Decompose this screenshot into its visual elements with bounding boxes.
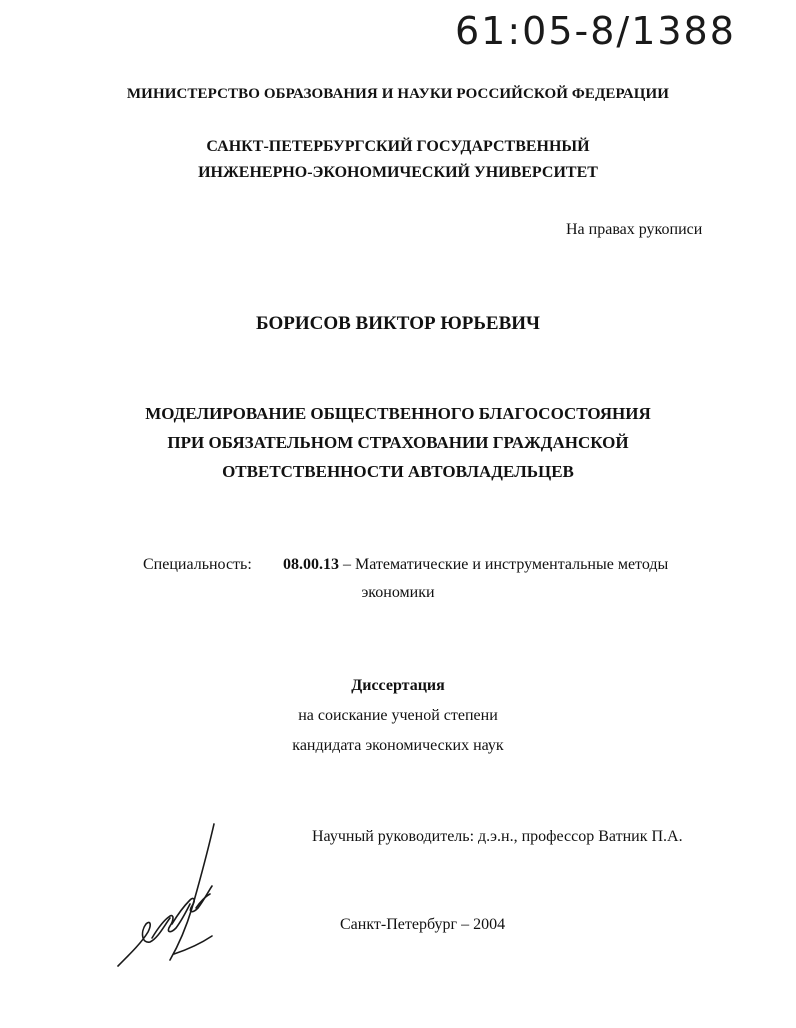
specialty-code: 08.00.13 <box>283 556 339 573</box>
ministry-heading: МИНИСТЕРСТВО ОБРАЗОВАНИЯ И НАУКИ РОССИЙСКОЙ ФЕДЕРАЦИИ <box>126 86 670 102</box>
archive-code-text: 61:05-8/1388 <box>455 9 736 53</box>
dissertation-type: Диссертация <box>351 677 445 694</box>
author-name: БОРИСОВ ВИКТОР ЮРЬЕВИЧ <box>256 313 540 334</box>
city-and-year: Санкт-Петербург – 2004 <box>340 916 506 933</box>
specialty-label: Специальность: <box>143 556 252 573</box>
scientific-advisor: Научный руководитель: д.э.н., профессор Ватник П.А. <box>312 828 683 845</box>
thesis-title-line3: ОТВЕТСТВЕННОСТИ АВТОВЛАДЕЛЬЦЕВ <box>222 462 574 481</box>
university-name-line1: САНКТ-ПЕТЕРБУРГСКИЙ ГОСУДАРСТВЕННЫЙ <box>206 138 590 155</box>
dissertation-degree-name: кандидата экономических наук <box>292 737 504 754</box>
specialty-description-continued: экономики <box>361 584 435 601</box>
specialty-row <box>143 556 668 574</box>
dissertation-degree-line: на соискание ученой степени <box>298 707 498 724</box>
manuscript-rights-note: На правах рукописи <box>566 221 703 238</box>
specialty-description: – Математические и инструментальные методы <box>343 556 669 573</box>
thesis-title-line1: МОДЕЛИРОВАНИЕ ОБЩЕСТВЕННОГО БЛАГОСОСТОЯНИЯ <box>145 404 651 423</box>
university-name-line2: ИНЖЕНЕРНО-ЭКОНОМИЧЕСКИЙ УНИВЕРСИТЕТ <box>198 164 598 181</box>
signature-handwritten <box>112 820 232 970</box>
thesis-title-line2: ПРИ ОБЯЗАТЕЛЬНОМ СТРАХОВАНИИ ГРАЖДАНСКОЙ <box>167 433 629 452</box>
archive-code-handwritten <box>455 4 736 53</box>
